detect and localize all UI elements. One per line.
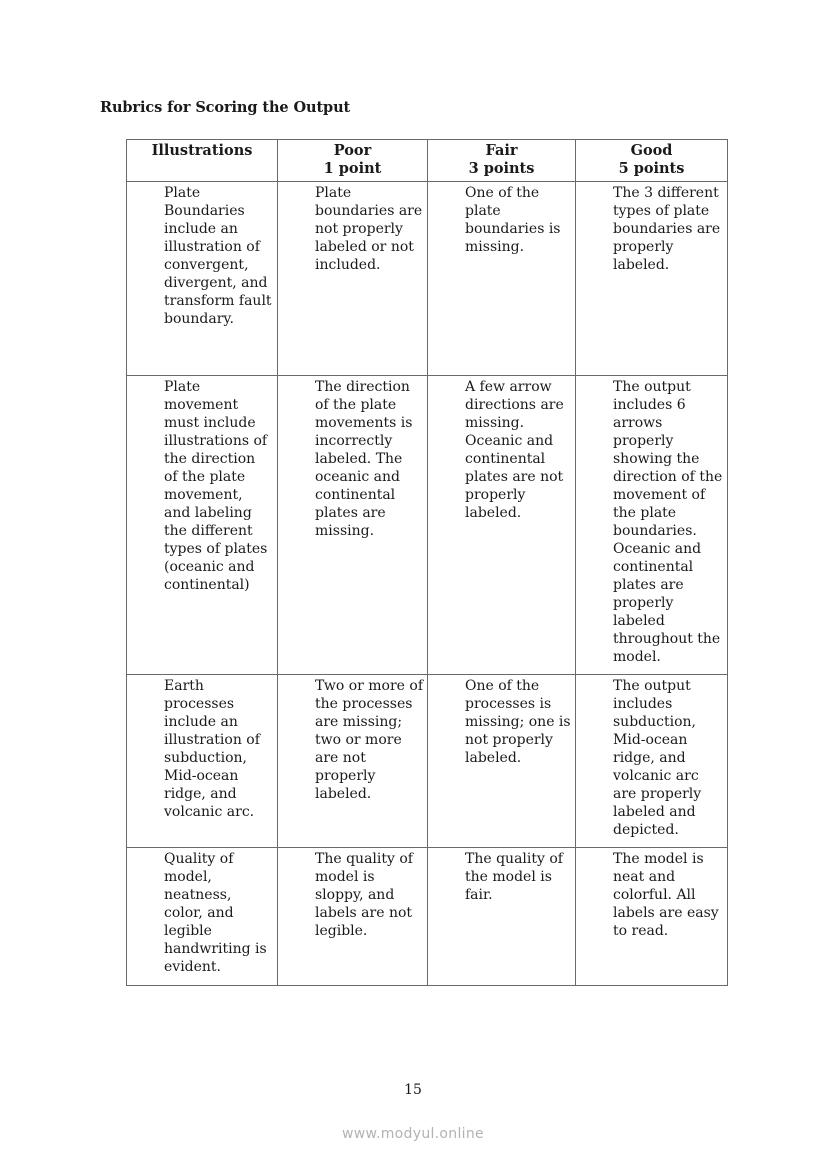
good-text: The output includes 6 arrows properly showing the direction of the movement of the plate boundaries. Oceanic and continental plates are properly labeled throughout the model.	[613, 379, 723, 665]
good-cell	[576, 848, 728, 986]
criterion-cell	[127, 848, 278, 986]
header-title: Good	[630, 142, 673, 159]
criterion-text: Quality of model, neatness, color, and legible handwriting is evident.	[164, 851, 267, 975]
header-title: Fair	[485, 142, 518, 159]
rubric-row-plate-movement	[127, 376, 728, 675]
fair-cell	[428, 675, 576, 848]
fair-text: A few arrow directions are missing. Oceanic and continental plates are not properly labeled.	[465, 379, 564, 521]
header-illustrations	[127, 140, 278, 182]
poor-text: The direction of the plate movements is incorrectly labeled. The oceanic and continental plates are missing.	[315, 379, 413, 539]
poor-text: Two or more of the processes are missing; two or more are not properly labeled.	[315, 678, 424, 802]
header-title: Illustrations	[151, 142, 253, 159]
fair-text: The quality of the model is fair.	[465, 851, 563, 903]
header-points: 3 points	[468, 160, 535, 177]
good-cell	[576, 182, 728, 376]
good-cell	[576, 675, 728, 848]
poor-cell	[278, 675, 428, 848]
criterion-cell	[127, 675, 278, 848]
rubric-header-row	[127, 140, 728, 182]
poor-cell	[278, 376, 428, 675]
good-text: The model is neat and colorful. All labels are easy to read.	[613, 851, 719, 939]
fair-text: One of the plate boundaries is missing.	[465, 185, 561, 255]
poor-text: Plate boundaries are not properly labeled or not included.	[315, 185, 423, 273]
rubric-row-quality	[127, 848, 728, 986]
good-text: The output includes subduction, Mid-ocean ridge, and volcanic arc are properly labeled and depicted.	[613, 678, 702, 838]
header-poor	[278, 140, 428, 182]
header-points: 1 point	[323, 160, 382, 177]
page-number: 15	[404, 1082, 422, 1098]
criterion-text: Earth processes include an illustration of subduction, Mid-ocean ridge, and volcanic arc.	[164, 678, 260, 820]
rubric-row-earth-processes	[127, 675, 728, 848]
section-title: Rubrics for Scoring the Output	[100, 99, 351, 116]
criterion-cell	[127, 376, 278, 675]
good-cell	[576, 376, 728, 675]
good-text: The 3 different types of plate boundaries are properly labeled.	[613, 185, 721, 273]
poor-text: The quality of model is sloppy, and labels are not legible.	[315, 851, 413, 939]
header-title: Poor	[333, 142, 372, 159]
rubric-table	[126, 139, 728, 986]
header-fair	[428, 140, 576, 182]
criterion-text: Plate movement must include illustrations of the direction of the plate movement, and labeling the different types of plates (oceanic and continental)	[164, 379, 268, 593]
watermark-link[interactable]: www.modyul.online	[342, 1126, 484, 1142]
criterion-cell	[127, 182, 278, 376]
fair-text: One of the processes is missing; one is not properly labeled.	[465, 678, 571, 766]
criterion-text: Plate Boundaries include an illustration of convergent, divergent, and transform fault boundary.	[164, 185, 272, 327]
rubric-row-plate-boundaries	[127, 182, 728, 376]
header-points: 5 points	[618, 160, 685, 177]
header-good	[576, 140, 728, 182]
poor-cell	[278, 848, 428, 986]
fair-cell	[428, 376, 576, 675]
fair-cell	[428, 848, 576, 986]
poor-cell	[278, 182, 428, 376]
fair-cell	[428, 182, 576, 376]
